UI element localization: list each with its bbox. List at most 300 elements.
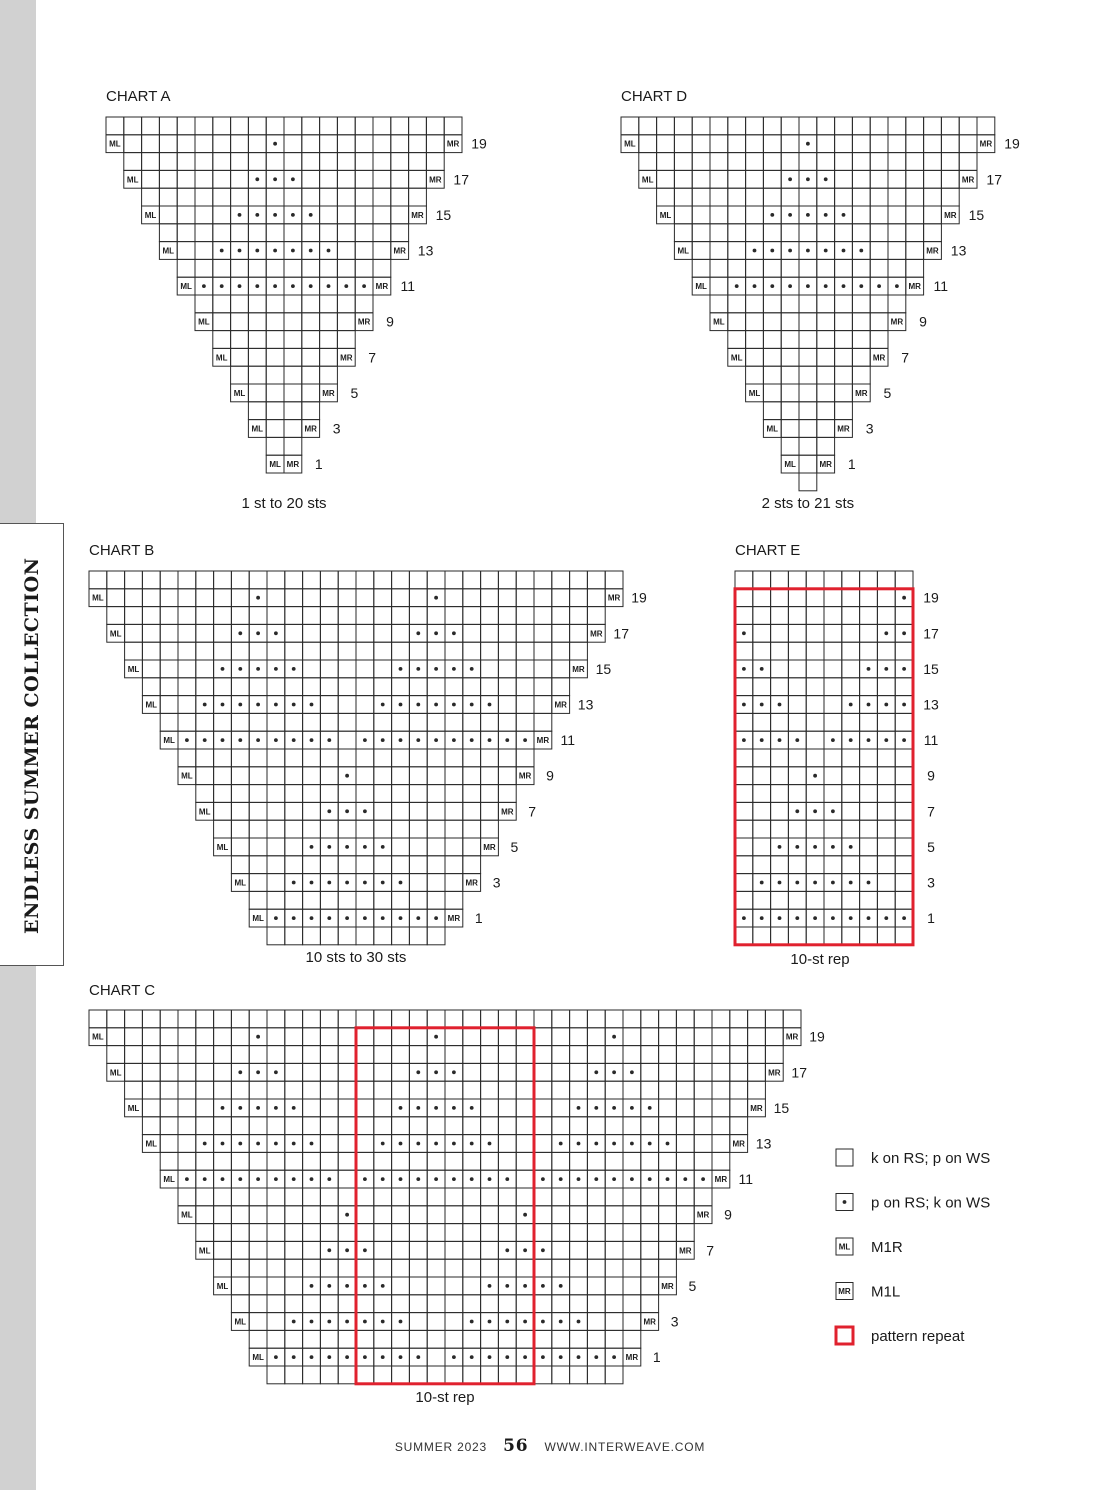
chart-cell xyxy=(516,1117,534,1135)
chart-cell xyxy=(178,1028,196,1046)
chart-cell xyxy=(570,589,588,607)
chart-cell xyxy=(824,607,842,625)
chart-cell xyxy=(160,1046,178,1064)
purl-dot xyxy=(884,916,888,920)
chart-chart-e xyxy=(735,542,939,968)
chart-cell xyxy=(924,206,942,224)
chart-cell xyxy=(231,838,249,856)
chart-cell xyxy=(842,624,860,642)
chart-cell xyxy=(392,838,410,856)
chart-cell xyxy=(516,713,534,731)
purl-dot xyxy=(291,177,295,181)
chart-cell xyxy=(445,856,463,874)
chart-cell xyxy=(587,1224,605,1242)
purl-dot xyxy=(416,631,420,635)
chart-cell xyxy=(267,1046,285,1064)
chart-cell xyxy=(356,1206,374,1224)
chart-cell xyxy=(427,802,445,820)
chart-cell xyxy=(692,188,710,206)
purl-dot xyxy=(434,1177,438,1181)
chart-cell xyxy=(806,785,824,803)
chart-cell xyxy=(788,624,806,642)
purl-dot xyxy=(523,738,527,742)
chart-cell xyxy=(142,153,160,171)
chart-cell xyxy=(481,1081,499,1099)
chart-cell xyxy=(906,153,924,171)
chart-cell xyxy=(427,838,445,856)
chart-cell xyxy=(249,838,267,856)
chart-cell xyxy=(463,571,481,589)
chart-cell xyxy=(409,678,427,696)
chart-cell xyxy=(498,1259,516,1277)
chart-cell xyxy=(320,1117,338,1135)
purl-dot xyxy=(612,1142,616,1146)
chart-cell xyxy=(338,1188,356,1206)
chart-cell xyxy=(178,1152,196,1170)
chart-cell xyxy=(895,767,913,785)
purl-dot xyxy=(399,1177,403,1181)
chart-cell xyxy=(842,785,860,803)
chart-grid xyxy=(106,117,462,473)
chart-cell xyxy=(587,1241,605,1259)
chart-cell xyxy=(427,1117,445,1135)
chart-cell xyxy=(735,767,753,785)
purl-dot xyxy=(381,1177,385,1181)
chart-cell xyxy=(746,331,764,349)
ml-symbol: ML xyxy=(198,807,211,817)
chart-cell xyxy=(267,1313,285,1331)
chart-cell xyxy=(338,1152,356,1170)
purl-dot xyxy=(824,213,828,217)
chart-cell xyxy=(895,874,913,892)
chart-cell xyxy=(214,1010,232,1028)
chart-cell xyxy=(391,135,409,153)
chart-cell xyxy=(409,1028,427,1046)
chart-cell xyxy=(842,642,860,660)
chart-cell xyxy=(355,224,373,242)
chart-cell xyxy=(659,1259,677,1277)
chart-cell xyxy=(303,1366,321,1384)
chart-cell xyxy=(231,785,249,803)
chart-cell xyxy=(159,153,177,171)
chart-cell xyxy=(835,135,853,153)
chart-cell xyxy=(498,1010,516,1028)
ml-symbol: ML xyxy=(713,317,725,327)
chart-cell xyxy=(605,1152,623,1170)
chart-cell xyxy=(552,1188,570,1206)
chart-cell xyxy=(409,135,427,153)
purl-dot xyxy=(488,703,492,707)
purl-dot xyxy=(327,284,331,288)
chart-cell xyxy=(781,117,799,135)
purl-dot xyxy=(452,1355,456,1359)
chart-cell xyxy=(196,713,214,731)
chart-cell xyxy=(824,891,842,909)
chart-cell xyxy=(214,1188,232,1206)
chart-cell xyxy=(753,678,771,696)
chart-cell xyxy=(231,713,249,731)
purl-dot xyxy=(867,881,871,885)
chart-cell xyxy=(895,820,913,838)
chart-cell xyxy=(481,589,499,607)
chart-cell xyxy=(266,331,284,349)
purl-dot xyxy=(813,809,817,813)
chart-cell xyxy=(337,242,355,260)
purl-dot xyxy=(824,284,828,288)
chart-cell xyxy=(409,188,427,206)
chart-cell xyxy=(392,767,410,785)
chart-cell xyxy=(817,295,835,313)
purl-dot xyxy=(452,667,456,671)
chart-cell xyxy=(771,660,789,678)
chart-cell xyxy=(445,874,463,892)
ml-symbol: ML xyxy=(234,878,247,888)
chart-cell xyxy=(320,1152,338,1170)
chart-cell xyxy=(534,642,552,660)
row-number: 5 xyxy=(927,838,935,855)
chart-cell xyxy=(409,571,427,589)
chart-cell xyxy=(338,660,356,678)
chart-cell xyxy=(409,642,427,660)
chart-cell xyxy=(906,242,924,260)
chart-cell xyxy=(266,259,284,277)
chart-cell xyxy=(842,678,860,696)
row-number: 11 xyxy=(400,278,416,295)
purl-dot xyxy=(327,1284,331,1288)
chart-cell xyxy=(692,259,710,277)
purl-dot xyxy=(434,1106,438,1110)
chart-cell xyxy=(781,153,799,171)
chart-cell xyxy=(267,571,285,589)
row-number: 19 xyxy=(631,589,647,606)
chart-cell xyxy=(125,1010,143,1028)
chart-cell xyxy=(860,820,878,838)
purl-dot xyxy=(291,213,295,217)
mr-symbol: MR xyxy=(447,914,461,924)
chart-cell xyxy=(906,224,924,242)
legend-label: k on RS; p on WS xyxy=(871,1150,991,1167)
chart-cell xyxy=(694,1081,712,1099)
purl-dot xyxy=(292,1177,296,1181)
purl-dot xyxy=(434,667,438,671)
chart-cell xyxy=(160,571,178,589)
chart-cell xyxy=(730,1010,748,1028)
chart-cell xyxy=(463,785,481,803)
chart-cell xyxy=(285,1259,303,1277)
row-number: 3 xyxy=(492,874,501,891)
chart-cell xyxy=(320,1046,338,1064)
chart-cell xyxy=(570,1295,588,1313)
purl-dot xyxy=(813,845,817,849)
chart-cell xyxy=(231,856,249,874)
chart-cell xyxy=(516,571,534,589)
chart-cell xyxy=(888,295,906,313)
chart-cell xyxy=(748,1081,766,1099)
chart-cell xyxy=(639,117,657,135)
purl-dot xyxy=(648,1142,652,1146)
chart-cell xyxy=(870,188,888,206)
ml-symbol: ML xyxy=(181,771,193,781)
purl-dot xyxy=(630,1070,634,1074)
purl-dot xyxy=(795,916,799,920)
purl-dot xyxy=(221,667,225,671)
chart-cell xyxy=(623,1330,641,1348)
chart-cell xyxy=(788,767,806,785)
chart-cell xyxy=(195,188,213,206)
chart-cell xyxy=(302,384,320,402)
chart-cell xyxy=(763,331,781,349)
chart-cell xyxy=(426,135,444,153)
chart-cell xyxy=(356,1259,374,1277)
chart-cell xyxy=(516,1099,534,1117)
chart-cell xyxy=(746,259,764,277)
chart-cell xyxy=(445,838,463,856)
row-number: 5 xyxy=(510,838,519,855)
chart-cell xyxy=(463,1028,481,1046)
chart-cell xyxy=(877,891,895,909)
chart-cell xyxy=(142,1081,160,1099)
chart-cell xyxy=(302,259,320,277)
chart-cell xyxy=(481,1259,499,1277)
chart-cell xyxy=(337,135,355,153)
purl-dot xyxy=(505,1177,509,1181)
chart-cell xyxy=(284,259,302,277)
row-number: 13 xyxy=(923,696,939,713)
purl-dot xyxy=(256,667,260,671)
chart-cell xyxy=(392,1028,410,1046)
purl-dot xyxy=(842,213,846,217)
chart-cell xyxy=(320,607,338,625)
purl-dot xyxy=(683,1177,687,1181)
chart-cell xyxy=(285,927,303,945)
chart-cell xyxy=(285,713,303,731)
chart-cell xyxy=(788,642,806,660)
chart-cell xyxy=(888,242,906,260)
chart-cell xyxy=(320,206,338,224)
chart-cell xyxy=(445,767,463,785)
chart-cell xyxy=(177,117,195,135)
legend-purl-dot xyxy=(843,1200,847,1204)
chart-cell xyxy=(337,224,355,242)
chart-cell xyxy=(267,713,285,731)
chart-cell xyxy=(409,1206,427,1224)
chart-cell xyxy=(231,1152,249,1170)
purl-dot xyxy=(434,738,438,742)
chart-cell xyxy=(374,1099,392,1117)
purl-dot xyxy=(884,738,888,742)
chart-cell xyxy=(231,348,249,366)
chart-cell xyxy=(765,1028,783,1046)
chart-cell xyxy=(214,1081,232,1099)
ml-symbol: ML xyxy=(163,736,175,746)
purl-dot xyxy=(327,809,331,813)
chart-cell xyxy=(676,1046,694,1064)
chart-cell xyxy=(552,1241,570,1259)
chart-cell xyxy=(852,348,870,366)
chart-cell xyxy=(249,1259,267,1277)
chart-cell xyxy=(266,295,284,313)
chart-cell xyxy=(338,1010,356,1028)
chart-cell xyxy=(374,767,392,785)
chart-cell xyxy=(694,1028,712,1046)
chart-cell xyxy=(374,678,392,696)
chart-cell xyxy=(285,1152,303,1170)
chart-cell xyxy=(231,1081,249,1099)
chart-cell xyxy=(674,188,692,206)
chart-cell xyxy=(266,420,284,438)
purl-dot xyxy=(274,667,278,671)
chart-cell xyxy=(338,731,356,749)
chart-cell xyxy=(676,1117,694,1135)
chart-cell xyxy=(799,331,817,349)
purl-dot xyxy=(185,1177,189,1181)
purl-dot xyxy=(559,1320,563,1324)
purl-dot xyxy=(310,1284,314,1288)
chart-cell xyxy=(748,1063,766,1081)
row-number: 1 xyxy=(474,910,483,927)
chart-cell xyxy=(852,188,870,206)
chart-cell xyxy=(498,642,516,660)
chart-cell xyxy=(659,1117,677,1135)
chart-cell xyxy=(895,785,913,803)
chart-cell xyxy=(267,1224,285,1242)
purl-dot xyxy=(345,809,349,813)
chart-cell xyxy=(771,802,789,820)
purl-dot xyxy=(327,845,331,849)
chart-cell xyxy=(303,856,321,874)
chart-cell xyxy=(338,1295,356,1313)
chart-cell xyxy=(303,785,321,803)
chart-cell xyxy=(552,1330,570,1348)
chart-cell xyxy=(534,1224,552,1242)
chart-cell xyxy=(771,624,789,642)
chart-cell xyxy=(888,188,906,206)
chart-cell xyxy=(730,1028,748,1046)
chart-cell xyxy=(694,1063,712,1081)
mr-symbol: MR xyxy=(340,353,353,363)
purl-dot xyxy=(523,1248,527,1252)
chart-cell xyxy=(124,117,142,135)
purl-dot xyxy=(381,703,385,707)
purl-dot xyxy=(452,1142,456,1146)
chart-cell xyxy=(142,188,160,206)
chart-cell xyxy=(623,1152,641,1170)
chart-cell xyxy=(337,313,355,331)
chart-cell xyxy=(409,767,427,785)
purl-dot xyxy=(255,213,259,217)
chart-cell xyxy=(817,331,835,349)
chart-cell xyxy=(659,1206,677,1224)
chart-cell xyxy=(534,589,552,607)
chart-cell xyxy=(534,1063,552,1081)
chart-cell xyxy=(498,1152,516,1170)
chart-cell xyxy=(214,713,232,731)
chart-cell xyxy=(427,1081,445,1099)
chart-cell xyxy=(320,624,338,642)
chart-cell xyxy=(320,1224,338,1242)
purl-dot xyxy=(399,667,403,671)
chart-cell xyxy=(498,696,516,714)
chart-cell xyxy=(285,1046,303,1064)
chart-cell xyxy=(895,678,913,696)
purl-dot xyxy=(327,916,331,920)
chart-cell xyxy=(320,713,338,731)
chart-cell xyxy=(303,1259,321,1277)
chart-cell xyxy=(159,188,177,206)
chart-cell xyxy=(906,135,924,153)
purl-dot xyxy=(203,703,207,707)
chart-cell xyxy=(788,589,806,607)
chart-cell xyxy=(356,1046,374,1064)
chart-cell xyxy=(409,838,427,856)
chart-cell xyxy=(498,589,516,607)
chart-cell xyxy=(427,874,445,892)
chart-cell xyxy=(763,259,781,277)
purl-dot xyxy=(273,177,277,181)
chart-cell xyxy=(570,1277,588,1295)
chart-cell xyxy=(941,135,959,153)
chart-cell xyxy=(178,624,196,642)
purl-dot xyxy=(541,1284,545,1288)
chart-cell xyxy=(320,1330,338,1348)
chart-cell xyxy=(735,838,753,856)
chart-cell xyxy=(824,856,842,874)
chart-cell xyxy=(267,1081,285,1099)
chart-cell xyxy=(860,713,878,731)
row-number: 9 xyxy=(724,1206,732,1223)
chart-cell xyxy=(534,1117,552,1135)
chart-cell xyxy=(753,802,771,820)
purl-dot xyxy=(309,284,313,288)
purl-dot xyxy=(345,845,349,849)
chart-cell xyxy=(552,607,570,625)
purl-dot xyxy=(310,881,314,885)
purl-dot xyxy=(867,667,871,671)
chart-cell xyxy=(303,927,321,945)
row-number: 11 xyxy=(923,732,939,749)
chart-cell xyxy=(605,1081,623,1099)
chart-cell xyxy=(842,571,860,589)
chart-cell xyxy=(877,749,895,767)
chart-cell xyxy=(463,1081,481,1099)
chart-cell xyxy=(860,624,878,642)
purl-dot xyxy=(310,1142,314,1146)
chart-cell xyxy=(463,1277,481,1295)
chart-cell xyxy=(445,1188,463,1206)
chart-cell xyxy=(445,713,463,731)
chart-cell xyxy=(445,891,463,909)
purl-dot xyxy=(362,284,366,288)
chart-cell xyxy=(445,607,463,625)
chart-cell xyxy=(587,1277,605,1295)
chart-cell xyxy=(267,927,285,945)
chart-cell xyxy=(895,856,913,874)
chart-cell xyxy=(266,384,284,402)
chart-cell xyxy=(674,153,692,171)
purl-dot xyxy=(612,1070,616,1074)
row-number: 3 xyxy=(670,1313,679,1330)
chart-cell xyxy=(303,642,321,660)
chart-cell xyxy=(799,224,817,242)
chart-cell xyxy=(374,1366,392,1384)
chart-cell xyxy=(552,571,570,589)
chart-cell xyxy=(877,642,895,660)
purl-dot xyxy=(255,284,259,288)
purl-dot xyxy=(884,667,888,671)
chart-cell xyxy=(302,224,320,242)
chart-cell xyxy=(481,1206,499,1224)
purl-dot xyxy=(363,1248,367,1252)
